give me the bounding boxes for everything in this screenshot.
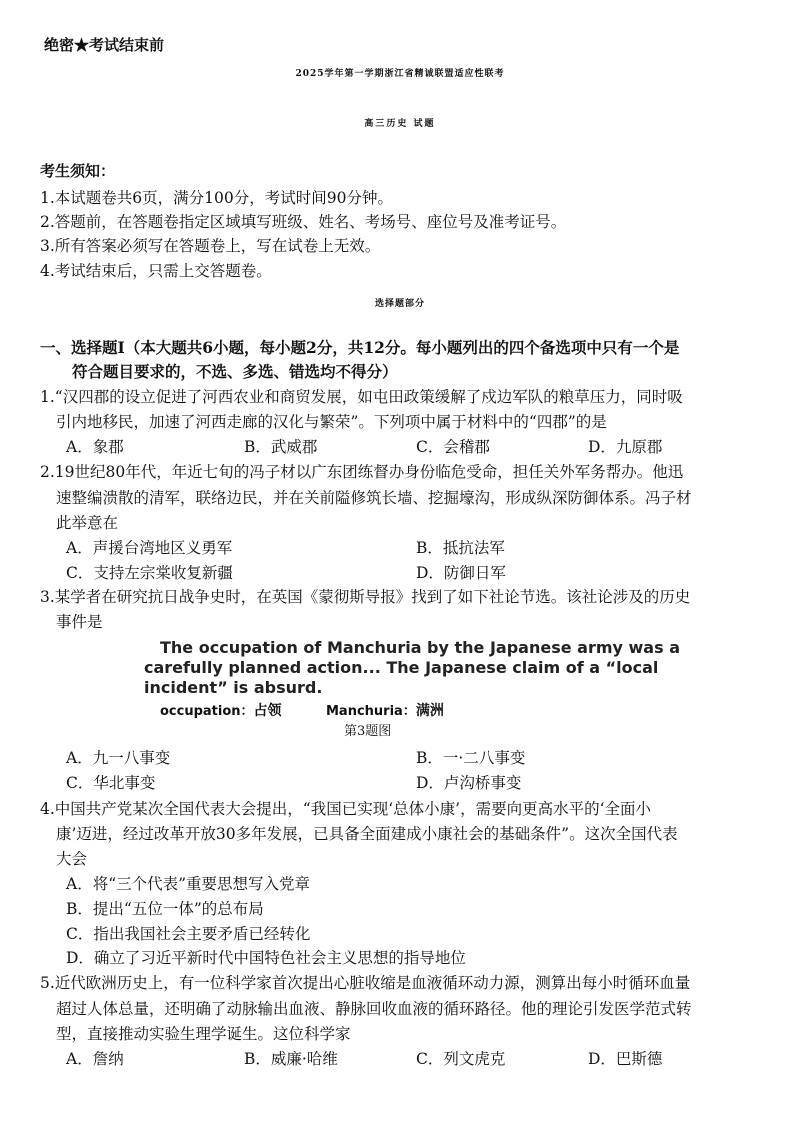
exam-title: 2025学年第一学期浙江省精诚联盟适应性联考 <box>295 69 505 79</box>
notice-item: 4.考试结束后，只需上交答题卷。 <box>40 262 272 280</box>
question-4-text: 4.中国共产党某次全国代表大会提出，“我国已实现‘总体小康’，需要向更高水平的‘全面小 <box>40 800 651 818</box>
question-4-option-d[interactable]: D．确立了习近平新时代中国特色社会主义思想的指导地位 <box>66 949 466 967</box>
question-3-option-b[interactable]: B．一·二八事变 <box>416 749 526 767</box>
question-3-option-c[interactable]: C．华北事变 <box>66 774 156 792</box>
figure-quote-line: carefully planned action... The Japanese claim of a “local <box>144 658 659 677</box>
section-instruction: 符合题目要求的，不选、多选、错选均不得分） <box>72 362 398 381</box>
figure-gloss <box>160 700 282 720</box>
gloss-term: occupation： <box>160 704 254 719</box>
gloss-translation: 占领 <box>253 703 282 719</box>
question-2-text: 2.19世纪80年代，年近七旬的冯子材以广东团练督办身份临危受命，担任关外军务帮办。他迅 <box>40 463 684 481</box>
notice-item: 1.本试题卷共6页，满分100分，考试时间90分钟。 <box>40 189 393 207</box>
question-2-text: 速整编溃散的清军，联络边民，并在关前隘修筑长墙、挖掘壕沟，形成纵深防御体系。冯子材 <box>56 489 692 507</box>
section-title: 选择题部分 <box>374 299 425 309</box>
figure-caption: 第3题图 <box>344 724 392 739</box>
question-4-option-c[interactable]: C．指出我国社会主要矛盾已经转化 <box>66 925 311 943</box>
question-2-option-d[interactable]: D．防御日军 <box>416 564 506 582</box>
question-4-option-a[interactable]: A．将“三个代表”重要思想写入党章 <box>66 875 311 893</box>
gloss-term: Manchuria： <box>326 704 416 719</box>
figure-quote-line: The occupation of Manchuria by the Japanese army was a <box>160 638 680 657</box>
question-5-option-d[interactable]: D．巴斯德 <box>588 1050 663 1068</box>
confidential-label: 绝密★考试结束前 <box>44 36 165 54</box>
notice-item: 2.答题前，在答题卷指定区域填写班级、姓名、考场号、座位号及准考证号。 <box>40 213 567 231</box>
question-5-text: 超过人体总量，还明确了动脉输出血液、静脉回收血液的循环路径。他的理论引发医学范式转 <box>56 1000 692 1018</box>
notice-item: 3.所有答案必须写在答题卷上，写在试卷上无效。 <box>40 237 381 255</box>
question-2-option-b[interactable]: B．抵抗法军 <box>416 539 505 557</box>
question-1-option-c[interactable]: C．会稽郡 <box>416 438 490 456</box>
figure-gloss <box>326 700 444 720</box>
question-2-text: 此举意在 <box>56 514 119 532</box>
question-5-text: 型，直接推动实验生理学诞生。这位科学家 <box>56 1025 351 1043</box>
question-1-text: 1.“汉四郡的设立促进了河西农业和商贸发展，如屯田政策缓解了戍边军队的粮草压力，同时吸 <box>40 388 683 406</box>
exam-subtitle: 高三历史 试题 <box>364 119 436 129</box>
notice-heading: 考生须知： <box>40 162 116 180</box>
question-3-option-d[interactable]: D．卢沟桥事变 <box>416 774 522 792</box>
question-1-option-d[interactable]: D．九原郡 <box>588 438 663 456</box>
gloss-translation: 满洲 <box>415 703 444 719</box>
question-1-option-a[interactable]: A．象郡 <box>66 438 124 456</box>
question-3-text: 事件是 <box>56 613 103 631</box>
question-4-text: 康’迈进，经过改革开放30多年发展，已具备全面建成小康社会的基础条件”。这次全国代表 <box>56 825 678 843</box>
question-4-option-b[interactable]: B．提出“五位一体”的总布局 <box>66 900 264 918</box>
question-2-option-c[interactable]: C．支持左宗棠收复新疆 <box>66 564 233 582</box>
question-1-option-b[interactable]: B．武威郡 <box>244 438 318 456</box>
section-instruction: 一、选择题Ⅰ（本大题共6小题，每小题2分，共12分。每小题列出的四个备选项中只有一个是 <box>40 338 680 357</box>
question-5-option-b[interactable]: B．威廉·哈维 <box>244 1050 338 1068</box>
question-5-option-c[interactable]: C．列文虎克 <box>416 1050 506 1068</box>
question-5-option-a[interactable]: A．詹纳 <box>66 1050 124 1068</box>
question-4-text: 大会 <box>56 850 88 868</box>
question-5-text: 5.近代欧洲历史上，有一位科学家首次提出心脏收缩是血液循环动力源，测算出每小时循环血量 <box>40 974 691 992</box>
question-3-option-a[interactable]: A．九一八事变 <box>66 749 171 767</box>
question-3-text: 3.某学者在研究抗日战争史时，在英国《蒙彻斯导报》找到了如下社论节选。该社论涉及的历史 <box>40 588 691 606</box>
question-2-option-a[interactable]: A．声援台湾地区义勇军 <box>66 539 233 557</box>
figure-quote-line: incident” is absurd. <box>144 678 323 697</box>
question-1-text: 引内地移民，加速了河西走廊的汉化与繁荣”。下列项中属于材料中的“四郡”的是 <box>56 413 607 431</box>
